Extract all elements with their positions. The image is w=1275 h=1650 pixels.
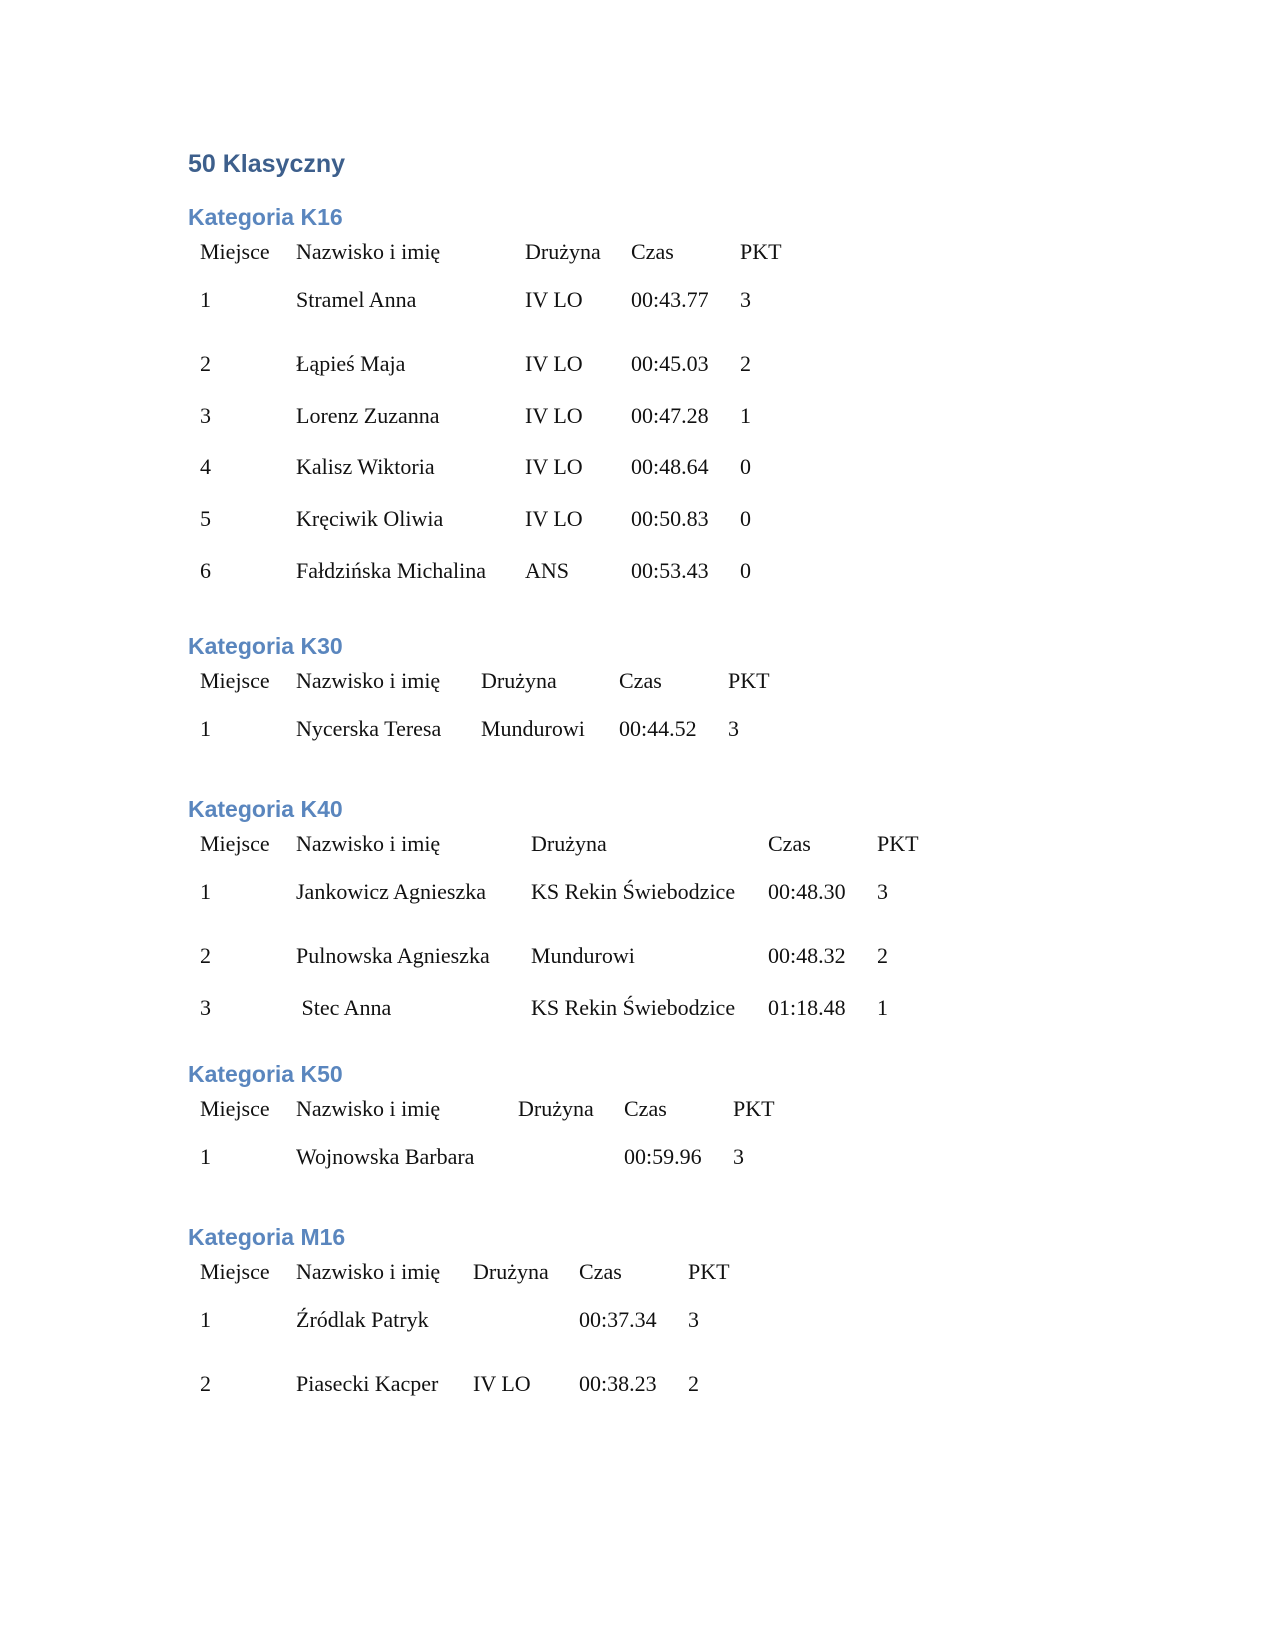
table-row (200, 493, 804, 545)
place-cell: 1 (200, 1143, 211, 1169)
column-header-points: PKT (728, 668, 770, 693)
team-cell: IV LO (473, 1370, 531, 1396)
column-header-name: Nazwisko i imię (296, 239, 441, 264)
category-heading: Kategoria K40 (188, 796, 343, 822)
name-cell: Nycerska Teresa (296, 715, 442, 741)
column-header-name: Nazwisko i imię (296, 831, 441, 856)
name-cell: Stec Anna (296, 994, 392, 1020)
table-row (200, 545, 804, 597)
column-header-team: Drużyna (531, 831, 607, 856)
column-header-time: Czas (624, 1096, 667, 1121)
place-cell: 1 (200, 286, 211, 312)
results-table (200, 1254, 752, 1410)
category-section-m16 (188, 1220, 752, 1410)
points-cell: 0 (740, 505, 751, 531)
time-cell: 00:47.28 (631, 402, 709, 428)
table-row (200, 338, 804, 390)
column-header-time: Czas (631, 239, 674, 264)
time-cell: 00:48.64 (631, 454, 709, 480)
column-header-points: PKT (877, 831, 919, 856)
place-cell: 4 (200, 454, 211, 480)
time-cell: 00:43.77 (631, 286, 709, 312)
table-row (200, 862, 941, 930)
results-table (200, 234, 804, 596)
table-header-row (200, 663, 792, 699)
team-cell: Mundurowi (531, 942, 635, 968)
column-header-points: PKT (688, 1259, 730, 1284)
category-section-k16 (188, 200, 804, 596)
table-row (200, 982, 941, 1034)
time-cell: 00:44.52 (619, 715, 697, 741)
name-cell: Kręciwik Oliwia (296, 505, 444, 531)
points-cell: 1 (740, 402, 751, 428)
column-header-place: Miejsce (200, 831, 270, 856)
time-cell: 00:45.03 (631, 350, 709, 376)
name-cell: Jankowicz Agnieszka (296, 878, 486, 904)
table-row (200, 930, 941, 982)
column-header-place: Miejsce (200, 668, 270, 693)
team-cell: KS Rekin Świebodzice (531, 878, 736, 904)
points-cell: 1 (877, 994, 888, 1020)
time-cell: 00:53.43 (631, 557, 709, 583)
name-cell: Wojnowska Barbara (296, 1143, 475, 1169)
table-row (200, 699, 792, 767)
table-header-row (200, 234, 804, 270)
column-header-points: PKT (733, 1096, 775, 1121)
name-cell: Źródlak Patryk (296, 1306, 429, 1332)
name-cell: Piasecki Kacper (296, 1370, 439, 1396)
column-header-name: Nazwisko i imię (296, 668, 441, 693)
table-row (200, 1290, 752, 1358)
points-cell: 2 (688, 1370, 699, 1396)
results-table (200, 663, 792, 767)
time-cell: 00:50.83 (631, 505, 709, 531)
table-row (200, 270, 804, 338)
points-cell: 3 (740, 286, 751, 312)
team-cell: IV LO (525, 505, 583, 531)
time-cell: 00:48.32 (768, 942, 846, 968)
page-title: 50 Klasyczny (188, 150, 346, 178)
category-heading: Kategoria K50 (188, 1061, 343, 1087)
time-cell: 01:18.48 (768, 994, 846, 1020)
time-cell: 00:48.30 (768, 878, 846, 904)
category-section-k50 (188, 1057, 797, 1195)
team-cell: KS Rekin Świebodzice (531, 994, 736, 1020)
column-header-team: Drużyna (481, 668, 557, 693)
place-cell: 6 (200, 557, 211, 583)
place-cell: 2 (200, 942, 211, 968)
team-cell: IV LO (525, 454, 583, 480)
column-header-place: Miejsce (200, 1096, 270, 1121)
name-cell: Fałdzińska Michalina (296, 557, 487, 583)
place-cell: 1 (200, 1306, 211, 1332)
points-cell: 3 (877, 878, 888, 904)
table-header-row (200, 1091, 797, 1127)
team-cell: IV LO (525, 350, 583, 376)
column-header-team: Drużyna (518, 1096, 594, 1121)
place-cell: 5 (200, 505, 211, 531)
place-cell: 1 (200, 715, 211, 741)
time-cell: 00:59.96 (624, 1143, 702, 1169)
place-cell: 3 (200, 994, 211, 1020)
place-cell: 2 (200, 1370, 211, 1396)
points-cell: 2 (740, 350, 751, 376)
table-row (200, 1358, 752, 1410)
name-cell: Kalisz Wiktoria (296, 454, 435, 480)
results-table (200, 1091, 797, 1195)
column-header-name: Nazwisko i imię (296, 1096, 441, 1121)
column-header-team: Drużyna (525, 239, 601, 264)
team-cell (473, 1290, 579, 1358)
place-cell: 2 (200, 350, 211, 376)
name-cell: Stramel Anna (296, 286, 417, 312)
table-header-row (200, 1254, 752, 1290)
name-cell: Pulnowska Agnieszka (296, 942, 490, 968)
column-header-name: Nazwisko i imię (296, 1259, 441, 1284)
category-section-k30 (188, 629, 792, 767)
team-cell: Mundurowi (481, 715, 585, 741)
column-header-time: Czas (579, 1259, 622, 1284)
category-heading: Kategoria K30 (188, 633, 343, 659)
table-row (200, 1127, 797, 1195)
points-cell: 3 (733, 1143, 744, 1169)
points-cell: 3 (688, 1306, 699, 1332)
column-header-time: Czas (619, 668, 662, 693)
column-header-time: Czas (768, 831, 811, 856)
points-cell: 3 (728, 715, 739, 741)
name-cell: Lorenz Zuzanna (296, 402, 440, 428)
category-heading: Kategoria K16 (188, 204, 343, 230)
table-header-row (200, 826, 941, 862)
team-cell: IV LO (525, 402, 583, 428)
category-heading: Kategoria M16 (188, 1224, 346, 1250)
points-cell: 0 (740, 454, 751, 480)
table-row (200, 390, 804, 442)
column-header-points: PKT (740, 239, 782, 264)
team-cell: ANS (525, 557, 570, 583)
team-cell (518, 1127, 624, 1195)
column-header-place: Miejsce (200, 239, 270, 264)
place-cell: 3 (200, 402, 211, 428)
place-cell: 1 (200, 878, 211, 904)
category-section-k40 (188, 792, 941, 1033)
time-cell: 00:38.23 (579, 1370, 657, 1396)
points-cell: 0 (740, 557, 751, 583)
column-header-place: Miejsce (200, 1259, 270, 1284)
time-cell: 00:37.34 (579, 1306, 657, 1332)
table-row (200, 441, 804, 493)
points-cell: 2 (877, 942, 888, 968)
name-cell: Łąpieś Maja (296, 350, 406, 376)
team-cell: IV LO (525, 286, 583, 312)
results-table (200, 826, 941, 1033)
column-header-team: Drużyna (473, 1259, 549, 1284)
